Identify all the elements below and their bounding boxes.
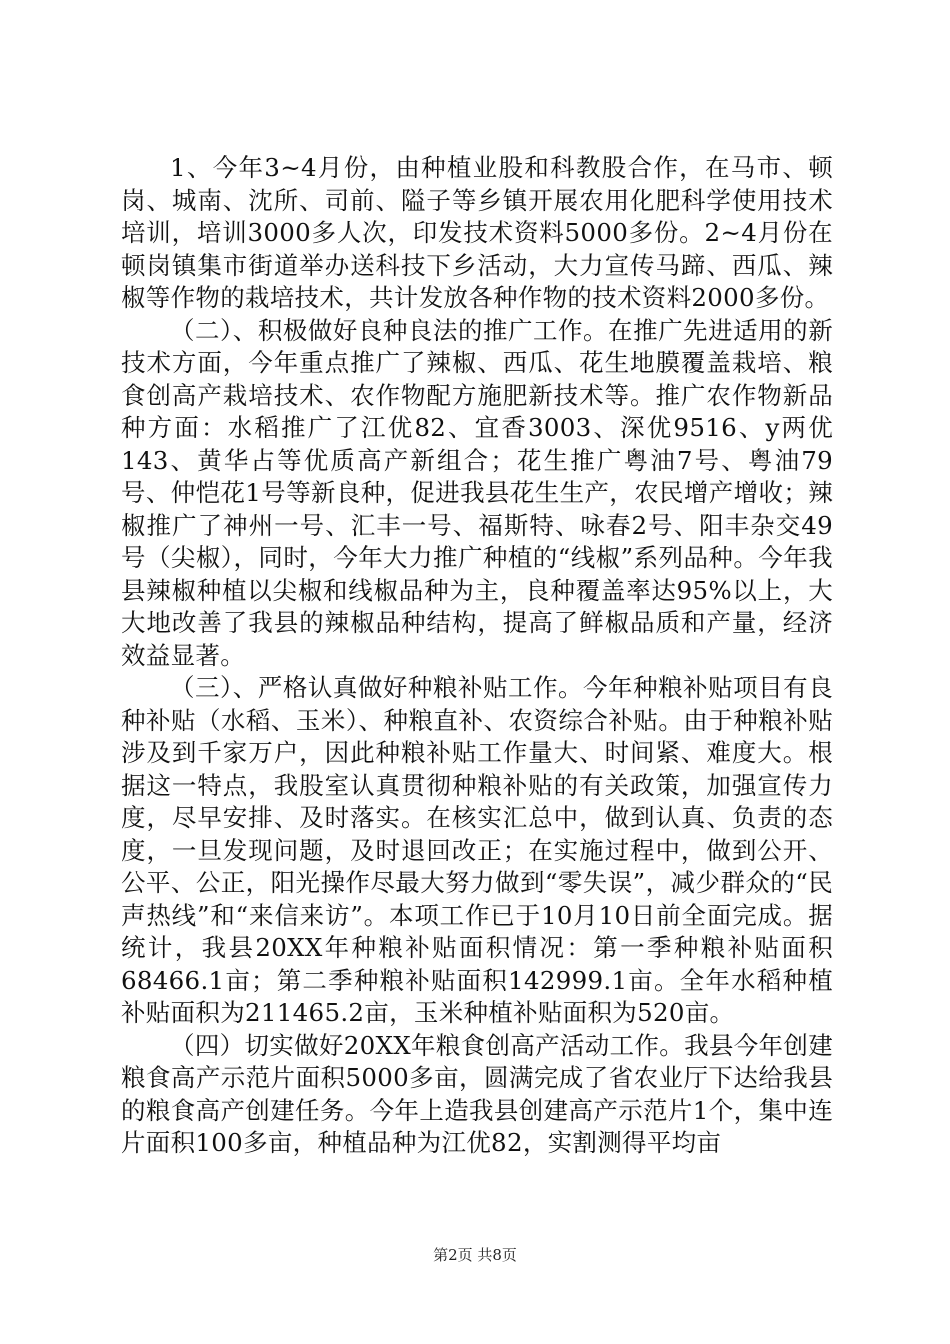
paragraph-4: （四）切实做好20XX年粮食创高产活动工作。我县今年创建粮食高产示范片面积5000多亩，圆满完成了省农业厅下达给我县的粮食高产创建任务。今年上造我县创建高产示范片1个，集中连片面积100多亩，种植品种为江优82，实割测得平均亩: [121, 1030, 833, 1157]
body-text: [121, 152, 833, 1160]
paragraph-3: （三）、严格认真做好种粮补贴工作。今年种粮补贴项目有良种补贴（水稻、玉米）、种粮直补、农资综合补贴。由于种粮补贴涉及到千家万户，因此种粮补贴工作量大、时间紧、难度大。根据这一特点，我股室认真贯彻种粮补贴的有关政策，加强宣传力度，尽早安排、及时落实。在核实汇总中，做到认真、负责的态度，一旦发现问题，及时退回改正；在实施过程中，做到公开、公平、公正，阳光操作尽最大努力做到“零失误”，减少群众的“民声热线”和“来信来访”。本项工作已于10月10日前全面完成。据统计，我县20XX年种粮补贴面积情况：第一季种粮补贴面积68466.1亩；第二季种粮补贴面积142999.1亩。全年水稻种植补贴面积为211465.2亩，玉米种植补贴面积为520亩。: [121, 673, 833, 1027]
paragraph-1: 1、今年3~4月份，由种植业股和科教股合作，在马市、顿岗、城南、沈所、司前、隘子等乡镇开展农用化肥科学使用技术培训，培训3000多人次，印发技术资料5000多份。2~4月份在顿岗镇集市街道举办送科技下乡活动，大力宣传马蹄、西瓜、辣椒等作物的栽培技术，共计发放各种作物的技术资料2000多份。: [121, 153, 833, 312]
paragraph-2: （二）、积极做好良种良法的推广工作。在推广先进适用的新技术方面，今年重点推广了辣椒、西瓜、花生地膜覆盖栽培、粮食创高产栽培技术、农作物配方施肥新技术等。推广农作物新品种方面：水稻推广了江优82、宜香3003、深优9516、y两优143、黄华占等优质高产新组合；花生推广粤油7号、粤油79号、仲恺花1号等新良种，促进我县花生生产，农民增产增收；辣椒推广了神州一号、汇丰一号、福斯特、咏春2号、阳丰杂交49号（尖椒），同时，今年大力推广种植的“线椒”系列品种。今年我县辣椒种植以尖椒和线椒品种为主，良种覆盖率达95%以上，大大地改善了我县的辣椒品种结构，提高了鲜椒品质和产量，经济效益显著。: [121, 315, 833, 670]
page-footer: 第2页 共8页: [433, 1246, 517, 1264]
